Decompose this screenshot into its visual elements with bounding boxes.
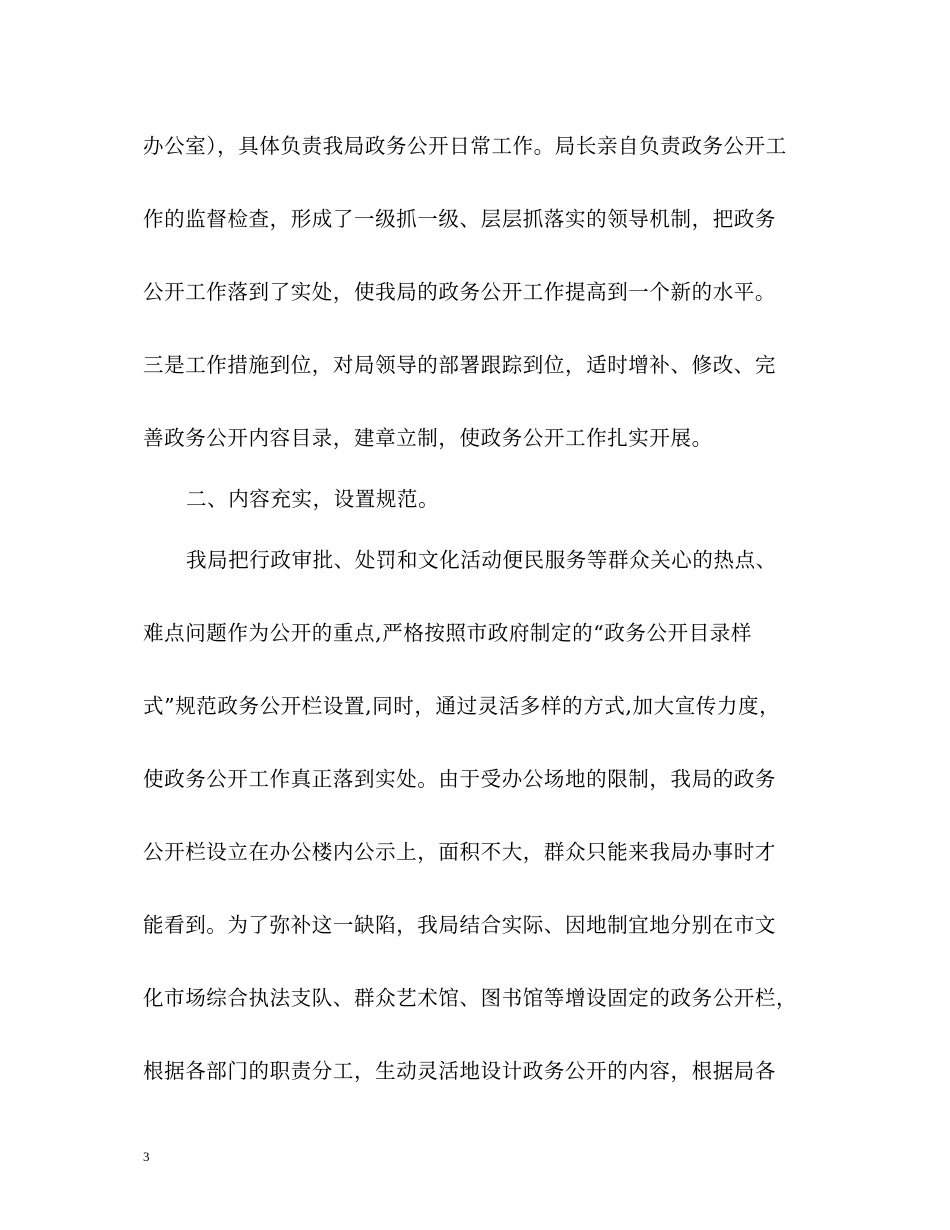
text-line: 公开工作落到了实处，使我局的政务公开工作提高到一个新的水平。: [143, 280, 776, 304]
text-line: 化市场综合执法支队、群众艺术馆、图书馆等增设固定的政务公开栏，: [143, 986, 798, 1010]
text-line: 善政务公开内容目录，建章立制，使政务公开工作扎实开展。: [143, 426, 713, 450]
text-line: 三是工作措施到位，对局领导的部署跟踪到位，适时增补、修改、完: [143, 353, 776, 377]
text-line: 我局把行政审批、处罚和文化活动便民服务等群众关心的热点、: [186, 548, 777, 572]
text-line: 作的监督检查，形成了一级抓一级、层层抓落实的领导机制，把政务: [143, 207, 776, 231]
text-line: 办公室），具体负责我局政务公开日常工作。局长亲自负责政务公开工: [143, 134, 787, 158]
text-line: 式”规范政务公开栏设置,同时，通过灵活多样的方式,加大宣传力度，: [143, 694, 781, 718]
text-line: 使政务公开工作真正落到实处。由于受办公场地的限制，我局的政务: [143, 767, 776, 791]
section-heading: 二、内容充实，设置规范。: [186, 487, 440, 511]
text-line: 根据各部门的职责分工，生动灵活地设计政务公开的内容，根据局各: [143, 1059, 776, 1083]
page-number: 3: [143, 1149, 150, 1164]
text-line: 难点问题作为公开的重点,严格按照市政府制定的“政务公开目录样: [143, 621, 752, 645]
text-line: 公开栏设立在办公楼内公示上，面积不大，群众只能来我局办事时才: [143, 840, 776, 864]
text-line: 能看到。为了弥补这一缺陷，我局结合实际、因地制宜地分别在市文: [143, 913, 776, 937]
